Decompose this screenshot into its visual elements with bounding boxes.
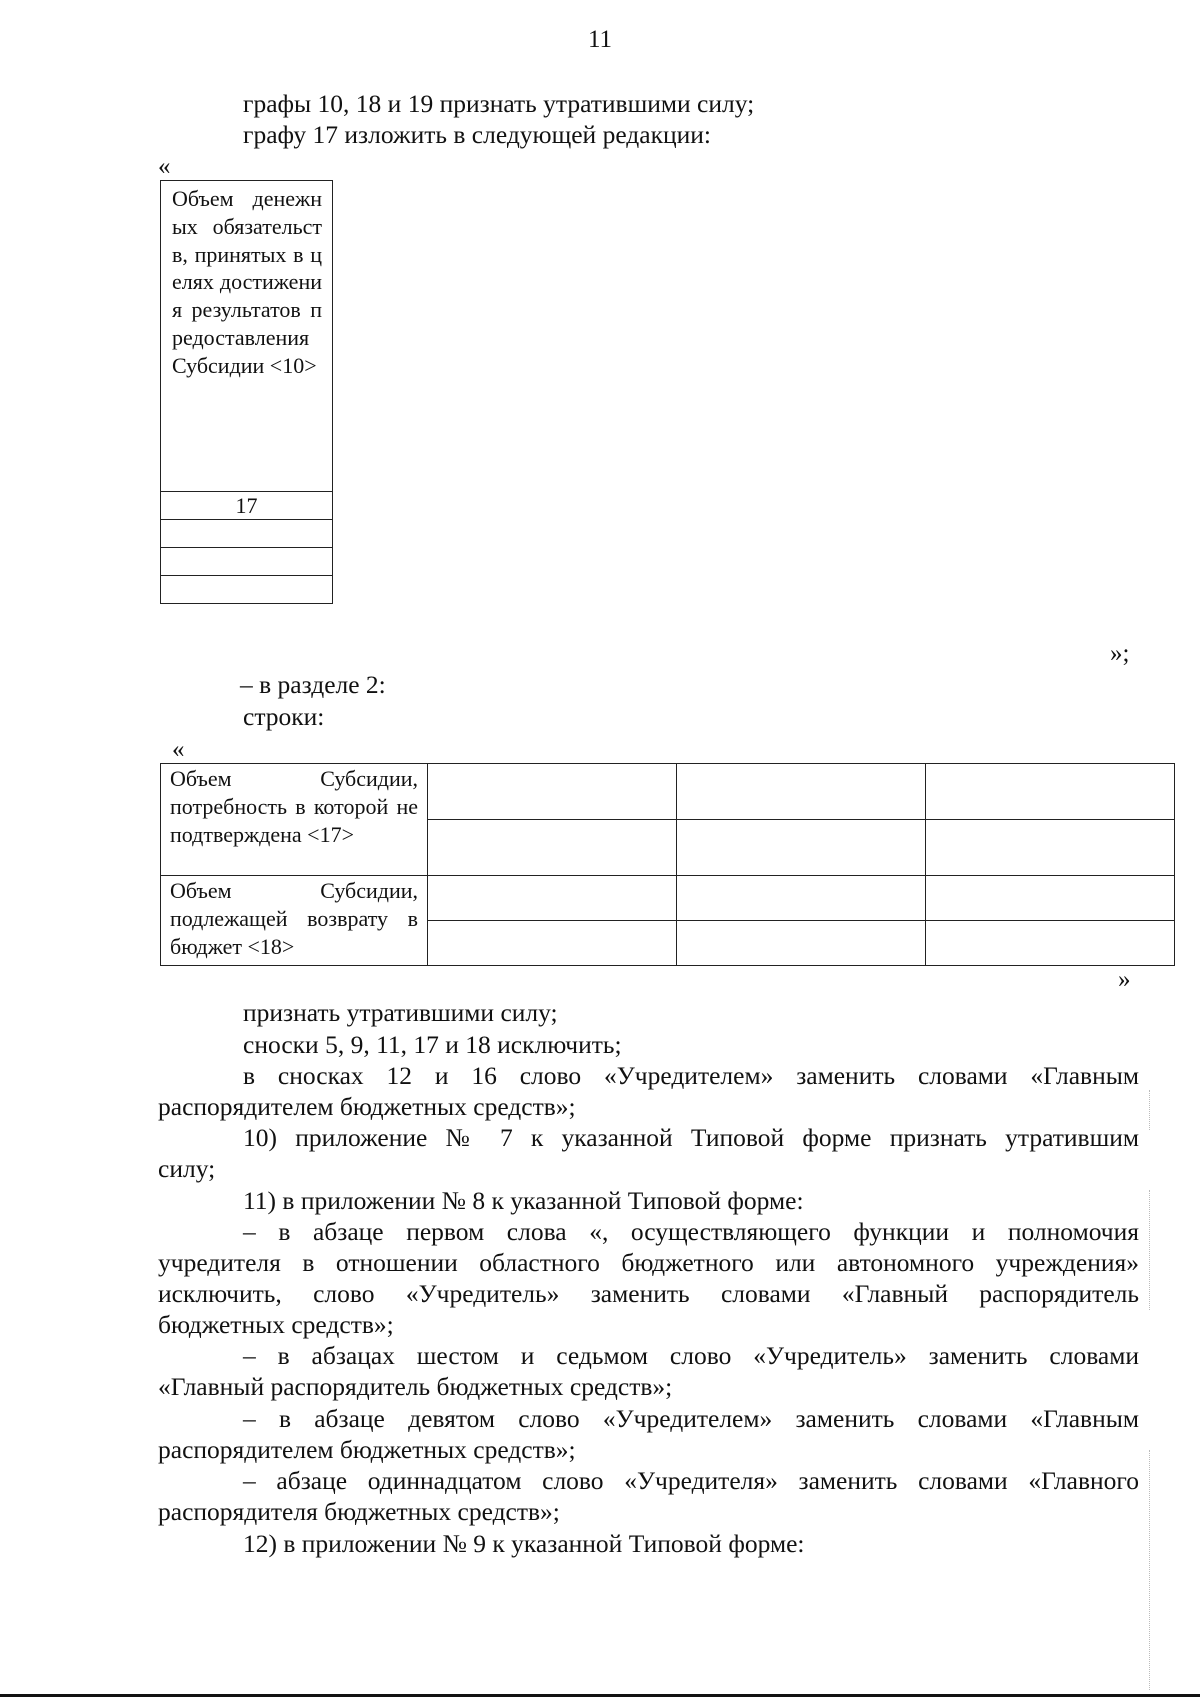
table-cell xyxy=(926,921,1175,966)
table-row xyxy=(161,520,333,548)
table-row xyxy=(161,548,333,576)
paragraph-4-line-1: 10) приложение № 7 к указанной Типовой форме признать утратившим xyxy=(243,1123,1139,1152)
scan-artifact xyxy=(1149,1190,1150,1310)
paragraph-8-line-1: – в абзаце девятом слово «Учредителем» заменить словами «Главным xyxy=(243,1404,1139,1433)
section2-line-2: строки: xyxy=(243,702,325,731)
table-cell xyxy=(428,820,677,876)
paragraph-4-line-2: силу; xyxy=(158,1154,216,1183)
column-17-number: 17 xyxy=(161,492,333,520)
table-cell xyxy=(677,921,926,966)
paragraph-6-line-2: учредителя в отношении областного бюджетного или автономного учреждения» xyxy=(158,1248,1139,1277)
page-bottom-edge xyxy=(0,1694,1200,1697)
quote-open-1: « xyxy=(158,153,171,180)
paragraph-8-line-2: распорядителем бюджетных средств»; xyxy=(158,1435,576,1464)
table-cell xyxy=(926,820,1175,876)
column-17-table xyxy=(160,180,333,604)
paragraph-10: 12) в приложении № 9 к указанной Типовой форме: xyxy=(243,1529,805,1558)
section2-line-1: – в разделе 2: xyxy=(240,670,386,699)
paragraph-1: признать утратившими силу; xyxy=(243,998,558,1027)
quote-open-2: « xyxy=(172,736,185,763)
paragraph-6-line-1: – в абзаце первом слова «, осуществляющего функции и полномочия xyxy=(243,1217,1139,1246)
quote-close-2: » xyxy=(1118,966,1131,993)
table-cell xyxy=(677,876,926,921)
section2-rows-table xyxy=(160,763,1175,966)
intro-line-2: графу 17 изложить в следующей редакции: xyxy=(243,120,712,149)
paragraph-7-line-1: – в абзацах шестом и седьмом слово «Учредитель» заменить словами xyxy=(243,1341,1139,1370)
paragraph-3-line-1: в сносках 12 и 16 слово «Учредителем» заменить словами «Главным xyxy=(243,1061,1139,1090)
quote-close-1: »; xyxy=(1110,640,1130,667)
paragraph-5: 11) в приложении № 8 к указанной Типовой форме: xyxy=(243,1186,804,1215)
column-17-header: Объем денежных обязательств, принятых в целях достижения результатов предоставления Субсидии <10> xyxy=(161,181,333,492)
paragraph-6-line-4: бюджетных средств»; xyxy=(158,1310,394,1339)
paragraph-2: сноски 5, 9, 11, 17 и 18 исключить; xyxy=(243,1030,622,1059)
intro-line-1: графы 10, 18 и 19 признать утратившими силу; xyxy=(243,89,755,118)
table-cell xyxy=(926,764,1175,820)
table-cell xyxy=(677,764,926,820)
paragraph-6-line-3: исключить, слово «Учредитель» заменить словами «Главный распорядитель xyxy=(158,1279,1139,1308)
table-cell xyxy=(926,876,1175,921)
paragraph-7-line-2: «Главный распорядитель бюджетных средств»; xyxy=(158,1372,673,1401)
paragraph-3-line-2: распорядителем бюджетных средств»; xyxy=(158,1092,576,1121)
row-label-unconfirmed: Объем Субсидии, потребность в которой не подтверждена <17> xyxy=(161,764,428,876)
paragraph-9-line-2: распорядителя бюджетных средств»; xyxy=(158,1497,560,1526)
page-number: 11 xyxy=(587,26,613,53)
scan-artifact xyxy=(1149,1450,1150,1690)
row-label-refund: Объем Субсидии, подлежащей возврату в бюджет <18> xyxy=(161,876,428,966)
table-cell xyxy=(677,820,926,876)
scan-artifact xyxy=(1149,1090,1150,1130)
table-row xyxy=(161,576,333,604)
table-cell xyxy=(428,764,677,820)
table-cell xyxy=(428,921,677,966)
paragraph-9-line-1: – абзаце одиннадцатом слово «Учредителя» заменить словами «Главного xyxy=(243,1466,1139,1495)
table-cell xyxy=(428,876,677,921)
